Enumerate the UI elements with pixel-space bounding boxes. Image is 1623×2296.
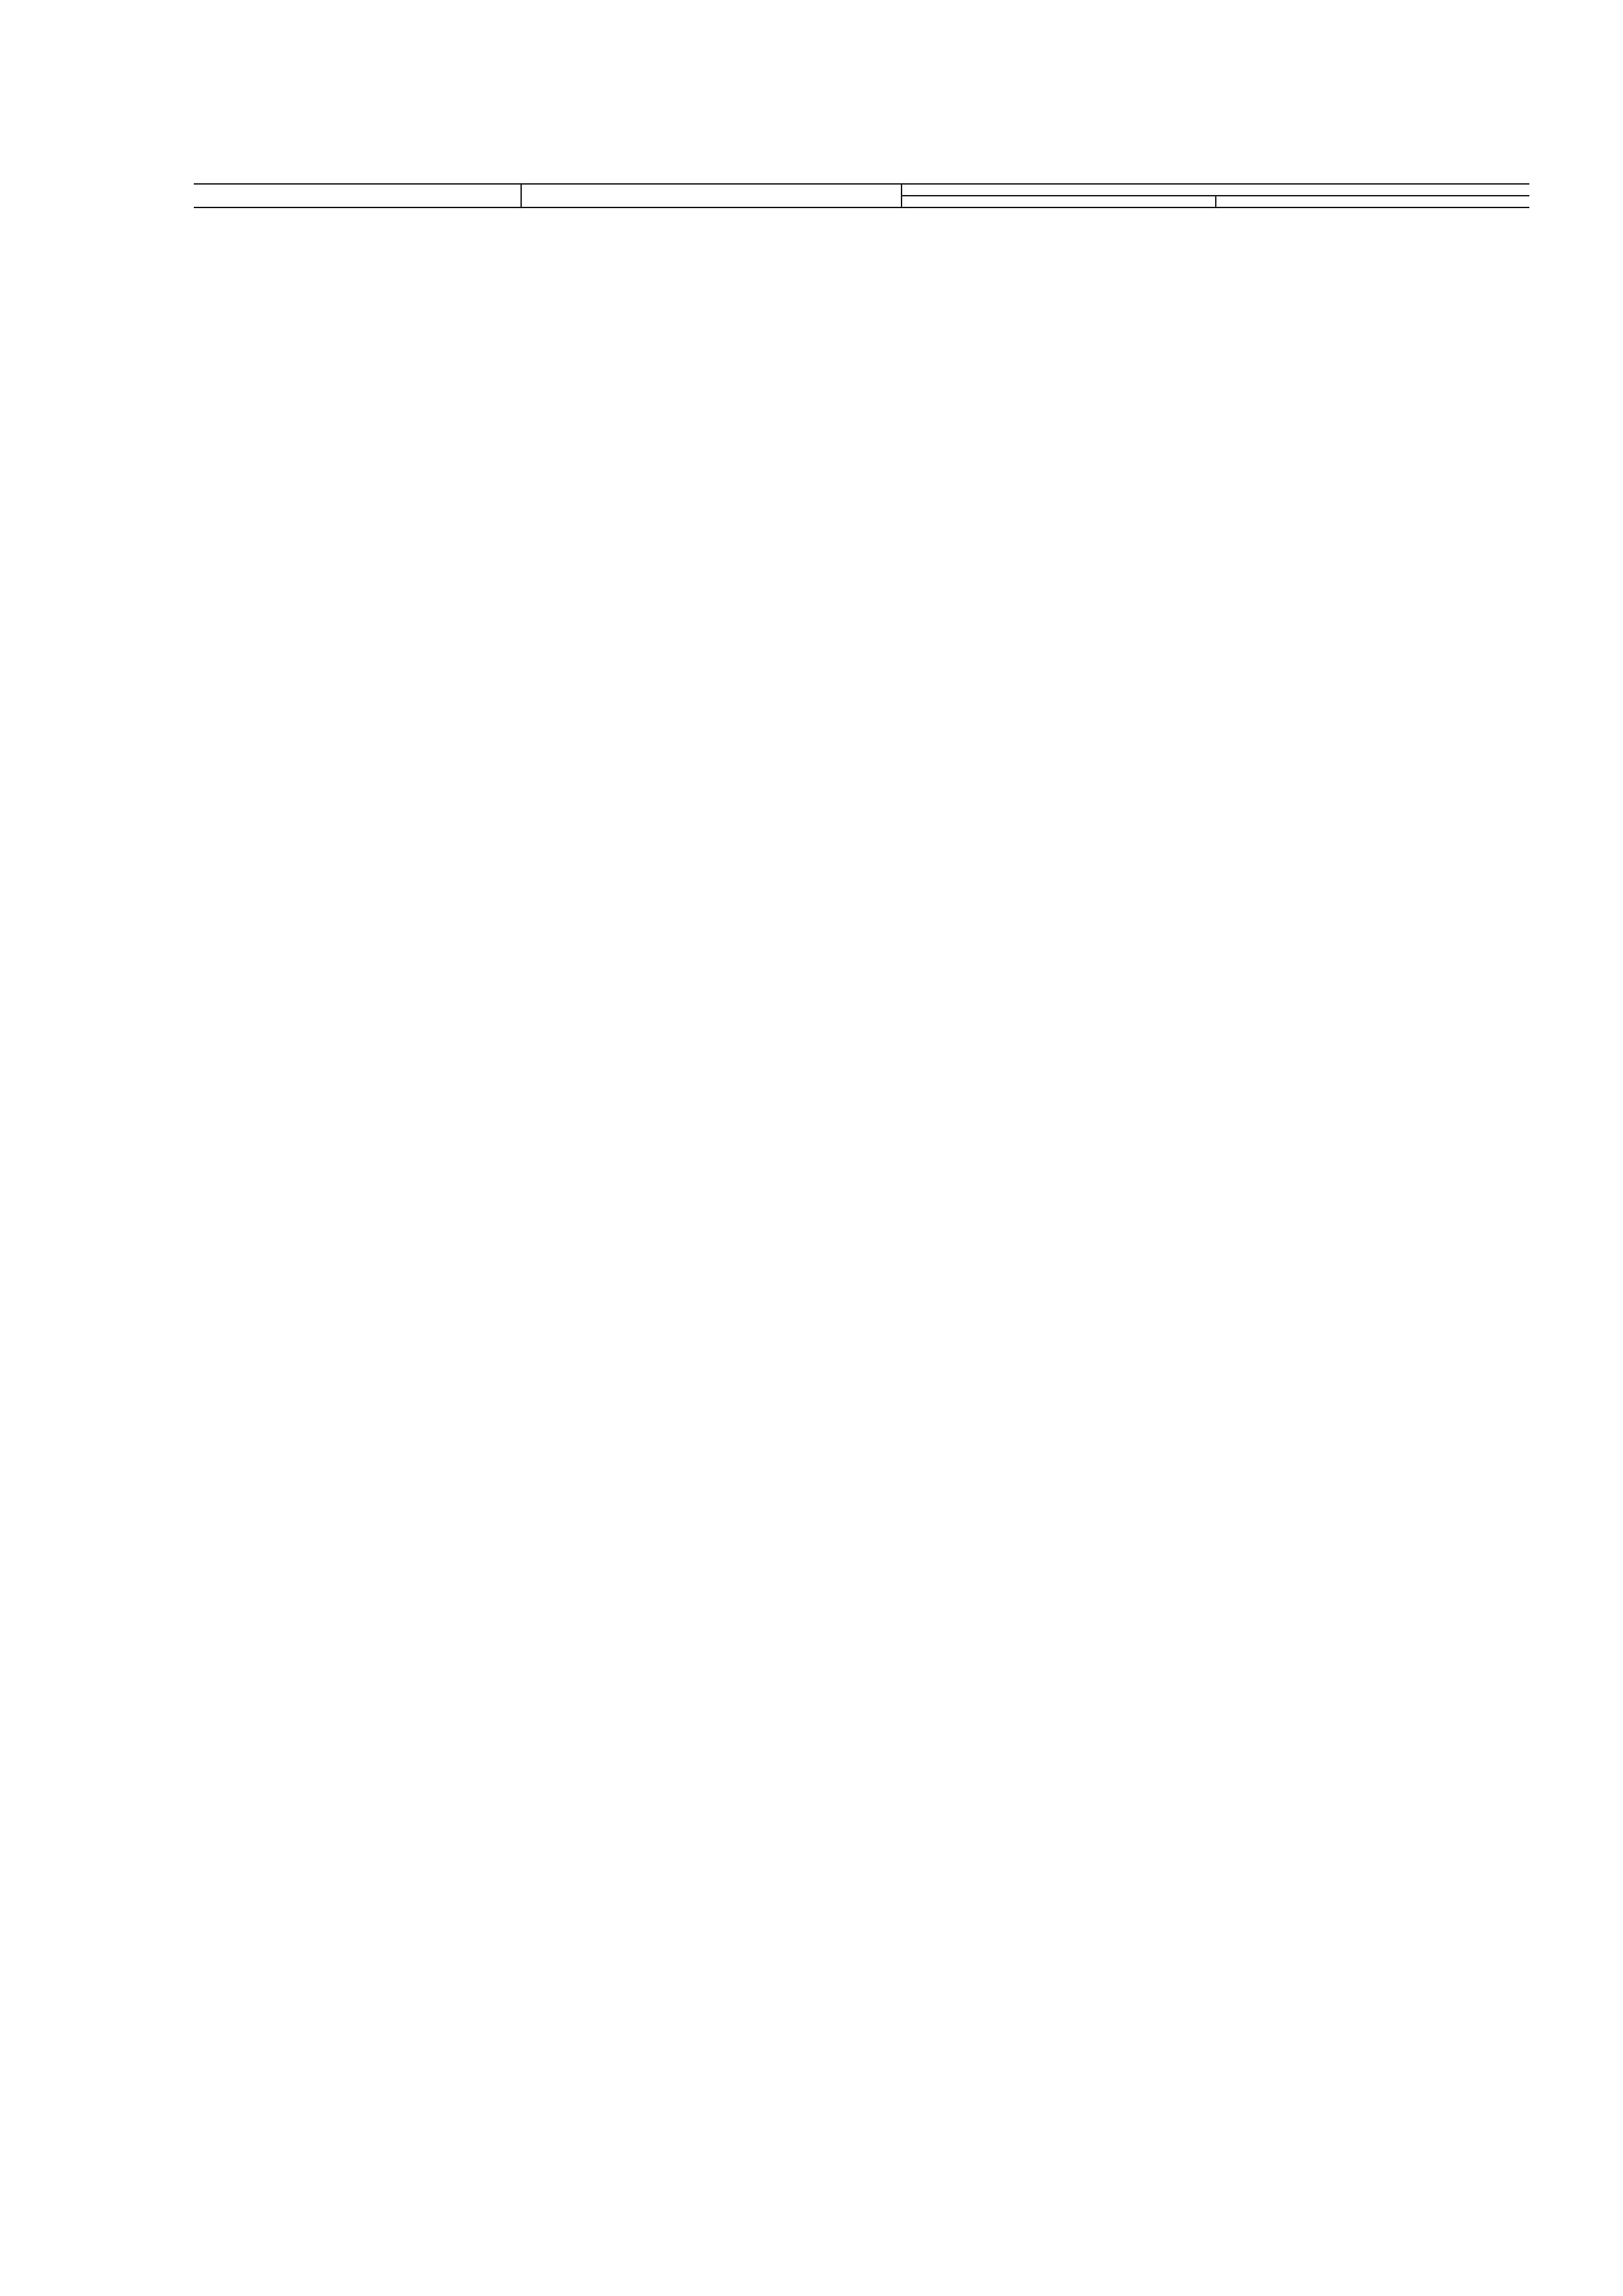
- col-header-count: [902, 184, 1529, 196]
- col-header-grade2: [1216, 196, 1529, 207]
- defects-table: [194, 183, 1529, 208]
- col-header-grade1: [902, 196, 1215, 207]
- col-header-size: [521, 184, 902, 207]
- document-page: [194, 157, 1529, 234]
- col-header-name: [194, 184, 521, 207]
